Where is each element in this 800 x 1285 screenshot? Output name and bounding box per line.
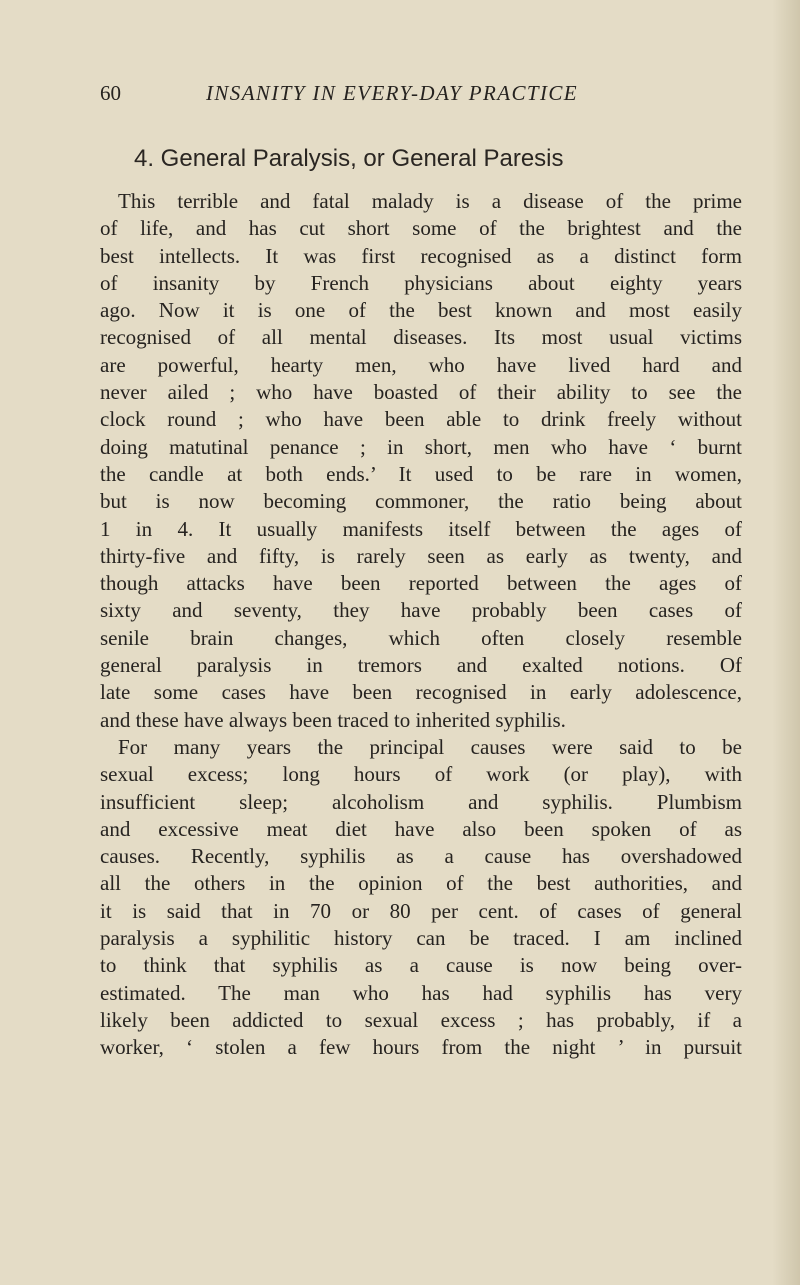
- text-line: For many years the principal causes were said to be: [118, 734, 742, 759]
- text-line: but is now becoming commoner, the ratio being about: [100, 489, 742, 514]
- page-number: 60: [100, 81, 121, 105]
- text-line: are powerful, hearty men, who have lived hard and: [100, 352, 742, 377]
- text-line: and excessive meat diet have also been spoken of as: [100, 816, 742, 841]
- text-line: though attacks have been reported between the ages of: [100, 571, 742, 596]
- body-text: [100, 188, 742, 1062]
- text-line: paralysis a syphilitic history can be traced. I am inclined: [100, 926, 742, 951]
- text-line: likely been addicted to sexual excess ; has probably, if a: [100, 1007, 742, 1032]
- text-line: causes. Recently, syphilis as a cause has overshadowed: [100, 844, 742, 869]
- text-line: it is said that in 70 or 80 per cent. of cases of general: [100, 898, 742, 923]
- text-line: general paralysis in tremors and exalted notions. Of: [100, 653, 742, 678]
- text-line: sexual excess; long hours of work (or play), with: [100, 762, 742, 787]
- page-header: [100, 76, 740, 110]
- text-line: of insanity by French physicians about eighty years: [100, 270, 742, 295]
- text-line: of life, and has cut short some of the brightest and the: [100, 216, 742, 241]
- text-line: clock round ; who have been able to drink freely without: [100, 407, 742, 432]
- text-line: sixty and seventy, they have probably been cases of: [100, 598, 742, 623]
- text-line: worker, ‘ stolen a few hours from the night ’ in pursuit: [100, 1035, 742, 1060]
- text-line: never ailed ; who have boasted of their ability to see the: [100, 380, 742, 405]
- text-line: insufficient sleep; alcoholism and syphilis. Plumbism: [100, 789, 742, 814]
- text-line: 1 in 4. It usually manifests itself between the ages of: [100, 516, 742, 541]
- text-line: senile brain changes, which often closely resemble: [100, 625, 742, 650]
- text-line: to think that syphilis as a cause is now being over-: [100, 953, 742, 978]
- text-line: all the others in the opinion of the best authorities, and: [100, 871, 742, 896]
- text-line: recognised of all mental diseases. Its most usual victims: [100, 325, 742, 350]
- text-line: ago. Now it is one of the best known and most easily: [100, 298, 742, 323]
- text-line: This terrible and fatal malady is a disease of the prime: [118, 189, 742, 213]
- text-line: doing matutinal penance ; in short, men who have ‘ burnt: [100, 434, 742, 459]
- section-heading: 4. General Paralysis, or General Paresis: [134, 145, 564, 172]
- text-line: and these have always been traced to inherited syphilis.: [100, 707, 566, 732]
- text-line: the candle at both ends.’ It used to be rare in women,: [100, 461, 742, 486]
- text-line: best intellects. It was first recognised as a distinct form: [100, 243, 742, 268]
- text-line: late some cases have been recognised in early adolescence,: [100, 680, 742, 705]
- running-head: INSANITY IN EVERY-DAY PRACTICE: [206, 81, 578, 105]
- text-line: thirty-five and fifty, is rarely seen as early as twenty, and: [100, 543, 742, 568]
- page-edge-shadow: [772, 0, 800, 1285]
- text-line: estimated. The man who has had syphilis has very: [100, 980, 742, 1005]
